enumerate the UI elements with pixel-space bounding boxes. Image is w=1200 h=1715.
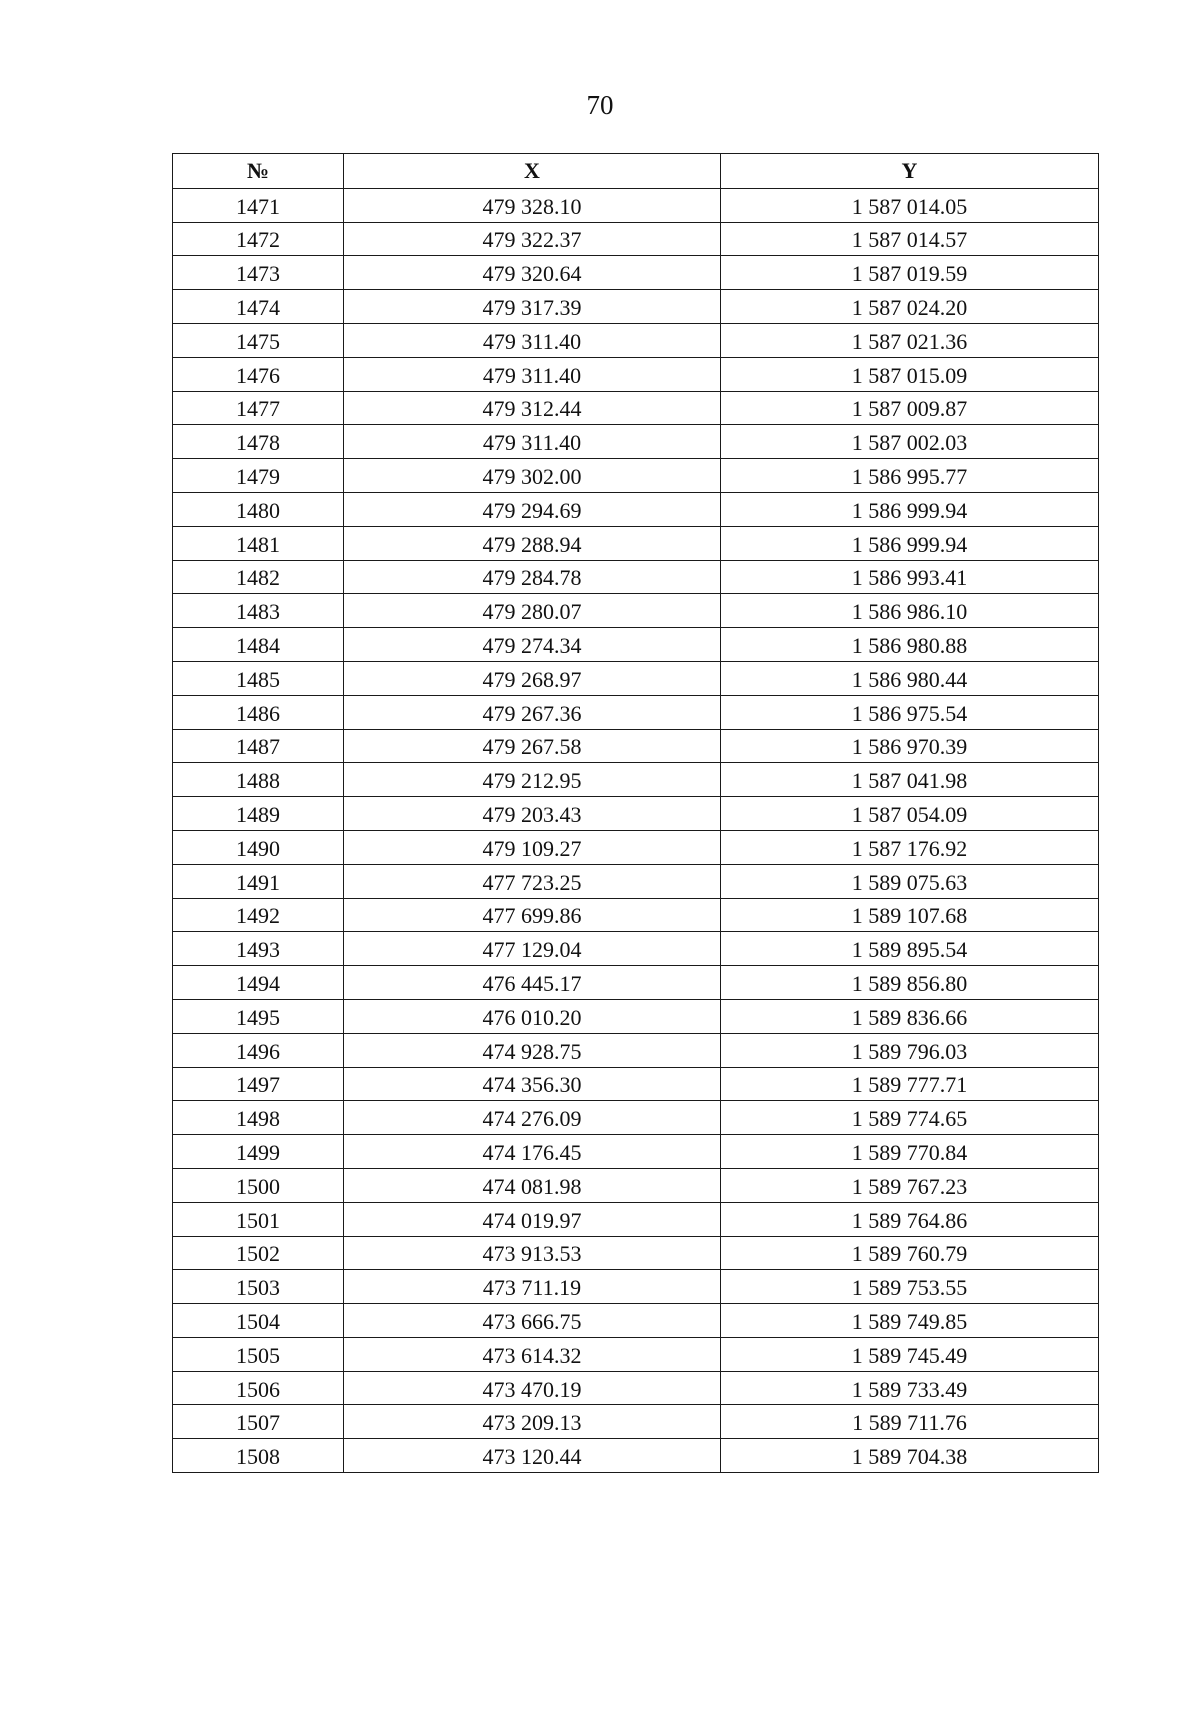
header-x: X [344,154,721,189]
cell-x: 473 913.53 [344,1236,721,1270]
cell-y: 1 589 774.65 [721,1101,1099,1135]
cell-y: 1 589 767.23 [721,1168,1099,1202]
cell-y: 1 587 015.09 [721,357,1099,391]
cell-number: 1494 [173,966,344,1000]
cell-x: 479 312.44 [344,391,721,425]
table-row [173,763,1099,797]
cell-x: 479 317.39 [344,290,721,324]
table-row [173,830,1099,864]
cell-y: 1 586 975.54 [721,695,1099,729]
table-row [173,628,1099,662]
cell-x: 477 129.04 [344,932,721,966]
table-row [173,966,1099,1000]
cell-x: 476 445.17 [344,966,721,1000]
cell-y: 1 587 019.59 [721,256,1099,290]
header-number: № [173,154,344,189]
cell-number: 1484 [173,628,344,662]
cell-number: 1499 [173,1135,344,1169]
table-row [173,932,1099,966]
cell-number: 1489 [173,797,344,831]
table-row [173,1236,1099,1270]
coordinates-table [172,153,1099,1473]
cell-x: 479 288.94 [344,526,721,560]
cell-y: 1 587 021.36 [721,323,1099,357]
table-row [173,594,1099,628]
cell-number: 1491 [173,864,344,898]
table-row [173,492,1099,526]
cell-x: 477 699.86 [344,898,721,932]
cell-number: 1479 [173,459,344,493]
cell-y: 1 589 733.49 [721,1371,1099,1405]
cell-number: 1475 [173,323,344,357]
table-row [173,898,1099,932]
cell-number: 1480 [173,492,344,526]
cell-x: 479 302.00 [344,459,721,493]
cell-number: 1485 [173,661,344,695]
cell-x: 473 209.13 [344,1405,721,1439]
cell-y: 1 587 009.87 [721,391,1099,425]
table-row [173,1033,1099,1067]
table-row [173,357,1099,391]
cell-number: 1505 [173,1337,344,1371]
cell-y: 1 589 704.38 [721,1439,1099,1473]
cell-x: 479 268.97 [344,661,721,695]
cell-number: 1486 [173,695,344,729]
cell-number: 1471 [173,188,344,222]
cell-x: 479 280.07 [344,594,721,628]
table-row [173,1135,1099,1169]
cell-y: 1 586 999.94 [721,492,1099,526]
cell-y: 1 589 075.63 [721,864,1099,898]
cell-number: 1474 [173,290,344,324]
cell-x: 474 019.97 [344,1202,721,1236]
cell-number: 1508 [173,1439,344,1473]
cell-number: 1473 [173,256,344,290]
cell-x: 474 276.09 [344,1101,721,1135]
cell-y: 1 589 764.86 [721,1202,1099,1236]
cell-y: 1 589 749.85 [721,1304,1099,1338]
table-row [173,695,1099,729]
cell-x: 479 274.34 [344,628,721,662]
cell-number: 1481 [173,526,344,560]
table-row [173,188,1099,222]
cell-y: 1 586 999.94 [721,526,1099,560]
cell-y: 1 589 856.80 [721,966,1099,1000]
table-row [173,1067,1099,1101]
table-row [173,1439,1099,1473]
table-body [173,188,1099,1472]
cell-number: 1483 [173,594,344,628]
table-row [173,323,1099,357]
cell-x: 479 322.37 [344,222,721,256]
header-row [173,154,1099,189]
cell-number: 1477 [173,391,344,425]
cell-x: 477 723.25 [344,864,721,898]
cell-number: 1503 [173,1270,344,1304]
cell-y: 1 589 836.66 [721,999,1099,1033]
table-row [173,1101,1099,1135]
cell-y: 1 586 993.41 [721,560,1099,594]
cell-x: 479 203.43 [344,797,721,831]
cell-y: 1 587 002.03 [721,425,1099,459]
cell-number: 1490 [173,830,344,864]
cell-x: 473 614.32 [344,1337,721,1371]
cell-y: 1 586 980.44 [721,661,1099,695]
cell-y: 1 589 107.68 [721,898,1099,932]
table-row [173,1371,1099,1405]
cell-y: 1 587 054.09 [721,797,1099,831]
table-row [173,1405,1099,1439]
cell-x: 479 311.40 [344,425,721,459]
cell-number: 1496 [173,1033,344,1067]
cell-x: 473 666.75 [344,1304,721,1338]
cell-number: 1472 [173,222,344,256]
table-row [173,1270,1099,1304]
table-row [173,290,1099,324]
cell-x: 474 356.30 [344,1067,721,1101]
cell-x: 473 120.44 [344,1439,721,1473]
table-row [173,526,1099,560]
table-row [173,797,1099,831]
table-row [173,729,1099,763]
table-row [173,560,1099,594]
cell-number: 1502 [173,1236,344,1270]
table-row [173,391,1099,425]
cell-number: 1501 [173,1202,344,1236]
table-row [173,999,1099,1033]
cell-number: 1504 [173,1304,344,1338]
page-number: 70 [586,90,614,120]
cell-x: 479 328.10 [344,188,721,222]
cell-y: 1 589 753.55 [721,1270,1099,1304]
cell-x: 479 212.95 [344,763,721,797]
cell-number: 1487 [173,729,344,763]
cell-y: 1 586 980.88 [721,628,1099,662]
cell-number: 1476 [173,357,344,391]
cell-y: 1 587 024.20 [721,290,1099,324]
header-y: Y [721,154,1099,189]
table-row [173,1168,1099,1202]
table-row [173,1304,1099,1338]
cell-number: 1478 [173,425,344,459]
cell-x: 479 311.40 [344,323,721,357]
cell-y: 1 587 176.92 [721,830,1099,864]
cell-y: 1 589 777.71 [721,1067,1099,1101]
cell-y: 1 586 995.77 [721,459,1099,493]
cell-number: 1492 [173,898,344,932]
cell-y: 1 586 986.10 [721,594,1099,628]
cell-y: 1 589 895.54 [721,932,1099,966]
table-row [173,256,1099,290]
cell-x: 474 176.45 [344,1135,721,1169]
cell-number: 1506 [173,1371,344,1405]
cell-x: 476 010.20 [344,999,721,1033]
table-row [173,1202,1099,1236]
cell-y: 1 589 760.79 [721,1236,1099,1270]
table-row [173,864,1099,898]
cell-x: 479 311.40 [344,357,721,391]
cell-x: 474 928.75 [344,1033,721,1067]
cell-x: 479 109.27 [344,830,721,864]
cell-y: 1 589 796.03 [721,1033,1099,1067]
cell-y: 1 589 770.84 [721,1135,1099,1169]
cell-number: 1493 [173,932,344,966]
cell-x: 474 081.98 [344,1168,721,1202]
cell-x: 479 284.78 [344,560,721,594]
cell-x: 473 470.19 [344,1371,721,1405]
cell-x: 479 267.58 [344,729,721,763]
cell-x: 479 294.69 [344,492,721,526]
cell-number: 1507 [173,1405,344,1439]
cell-y: 1 589 745.49 [721,1337,1099,1371]
table-header [173,154,1099,189]
cell-y: 1 586 970.39 [721,729,1099,763]
cell-y: 1 587 014.05 [721,188,1099,222]
table-row [173,425,1099,459]
cell-number: 1488 [173,763,344,797]
cell-x: 473 711.19 [344,1270,721,1304]
table-row [173,459,1099,493]
table-row [173,661,1099,695]
cell-number: 1497 [173,1067,344,1101]
table-row [173,222,1099,256]
cell-x: 479 320.64 [344,256,721,290]
cell-number: 1482 [173,560,344,594]
cell-number: 1500 [173,1168,344,1202]
cell-number: 1495 [173,999,344,1033]
cell-number: 1498 [173,1101,344,1135]
cell-y: 1 589 711.76 [721,1405,1099,1439]
cell-y: 1 587 014.57 [721,222,1099,256]
cell-x: 479 267.36 [344,695,721,729]
cell-y: 1 587 041.98 [721,763,1099,797]
table-row [173,1337,1099,1371]
